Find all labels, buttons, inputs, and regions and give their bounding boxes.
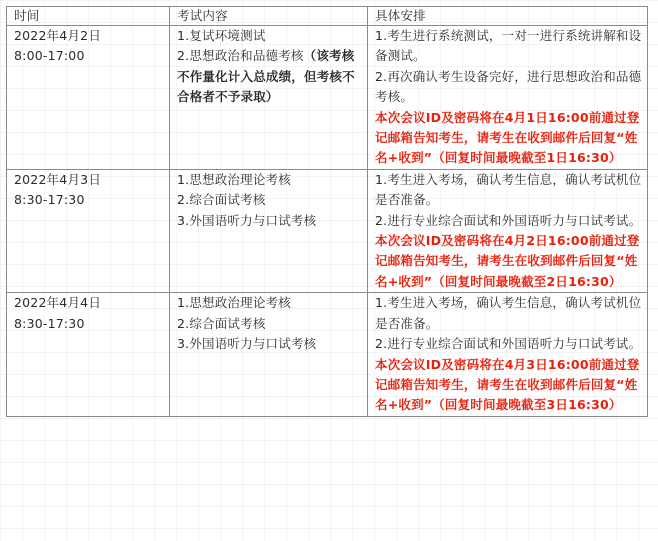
detail-line: 2.进行专业综合面试和外国语听力与口试考试。	[375, 336, 642, 352]
time-cell	[7, 26, 170, 170]
detail-line: 1.考生进入考场，确认考生信息，确认考试机位是否准备。	[375, 171, 642, 208]
content-item: 3.外国语听力与口试考核	[177, 336, 317, 352]
table-row	[7, 293, 648, 416]
assessment-note: （该考核不作量化计入总成绩，但考核不合格者不予录取）	[177, 48, 355, 105]
time-cell	[7, 169, 170, 292]
hours-text: 8:00-17:00	[14, 48, 85, 64]
content-cell	[170, 169, 368, 292]
date-text: 2022年4月3日	[14, 171, 102, 187]
date-text: 2022年4月2日	[14, 28, 102, 43]
meeting-notice: 本次会议ID及密码将在4月1日16:00前通过登记邮箱告知考生，请考生在收到邮件后回复“姓名+收到”（回复时间最晚截至1日16:30）	[375, 109, 640, 166]
header-detail: 具体安排	[368, 7, 648, 26]
content-item: 1.思想政治理论考核	[177, 171, 291, 187]
content-cell	[170, 26, 368, 170]
content-item-with-note	[177, 46, 363, 107]
header-content: 考试内容	[170, 7, 368, 26]
meeting-notice: 本次会议ID及密码将在4月3日16:00前通过登记邮箱告知考生，请考生在收到邮件后回复“姓名+收到”（回复时间最晚截至3日16:30）	[375, 356, 640, 413]
detail-line: 2.再次确认考生设备完好，进行思想政治和品德考核。	[375, 68, 642, 105]
time-cell	[7, 293, 170, 416]
header-row	[7, 7, 648, 26]
table-row	[7, 26, 648, 170]
content-item: 1.思想政治理论考核	[177, 295, 291, 311]
detail-line: 1.考生进行系统测试，一对一进行系统讲解和设备测试。	[375, 28, 642, 64]
content-item: 1.复试环境测试	[177, 28, 266, 43]
detail-line: 2.进行专业综合面试和外国语听力与口试考试。	[375, 212, 642, 228]
detail-cell	[368, 293, 648, 416]
table-row	[7, 169, 648, 292]
content-item: 2.思想政治和品德考核	[177, 48, 304, 64]
content-cell	[170, 293, 368, 416]
content-item: 2.综合面试考核	[177, 315, 266, 331]
detail-cell	[368, 169, 648, 292]
hours-text: 8:30-17:30	[14, 192, 85, 208]
content-item: 3.外国语听力与口试考核	[177, 212, 317, 228]
hours-text: 8:30-17:30	[14, 315, 85, 331]
content-item: 2.综合面试考核	[177, 192, 266, 208]
header-time: 时间	[7, 7, 170, 26]
date-text: 2022年4月4日	[14, 295, 102, 311]
meeting-notice: 本次会议ID及密码将在4月2日16:00前通过登记邮箱告知考生，请考生在收到邮件后回复“姓名+收到”（回复时间最晚截至2日16:30）	[375, 233, 640, 289]
schedule-table	[6, 6, 648, 417]
detail-line: 1.考生进入考场，确认考生信息，确认考试机位是否准备。	[375, 295, 642, 331]
detail-cell	[368, 26, 648, 170]
